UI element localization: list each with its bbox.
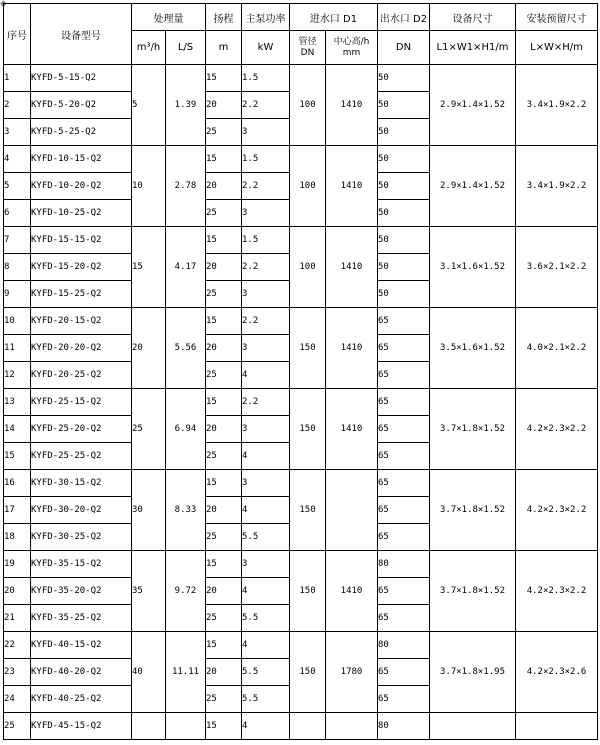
cell-capacity-m3: 35: [132, 551, 166, 632]
cell-head: 25: [206, 443, 242, 470]
cell-head: 25: [206, 119, 242, 146]
cell-inlet-height: 1780: [326, 632, 378, 713]
cell-seq: 15: [4, 443, 31, 470]
cell-outlet: 50: [378, 65, 430, 92]
subheader-capacity-ls: L/S: [166, 31, 206, 65]
cell-seq: 4: [4, 146, 31, 173]
cell-head: 15: [206, 632, 242, 659]
cell-outlet: 65: [378, 416, 430, 443]
cell-outlet: 65: [378, 659, 430, 686]
cell-seq: 2: [4, 92, 31, 119]
cell-power: 3: [242, 470, 290, 497]
cell-inlet-dn: 150: [290, 551, 326, 632]
cell-outlet: 80: [378, 713, 430, 740]
cell-head: 20: [206, 335, 242, 362]
cell-model: KYFD-5-20-Q2: [31, 92, 132, 119]
cell-capacity-m3: 15: [132, 227, 166, 308]
cell-outlet: 65: [378, 524, 430, 551]
header-power: 主泵功率: [242, 4, 290, 31]
cell-outlet: 80: [378, 551, 430, 578]
cell-equip-size: 3.7×1.8×1.52: [430, 470, 516, 551]
cell-outlet: 65: [378, 686, 430, 713]
cell-head: 15: [206, 146, 242, 173]
cell-equip-size: 3.1×1.6×1.52: [430, 227, 516, 308]
cell-power: 3: [242, 335, 290, 362]
cell-equip-size: 2.9×1.4×1.52: [430, 146, 516, 227]
cell-seq: 8: [4, 254, 31, 281]
cell-seq: 23: [4, 659, 31, 686]
cell-model: KYFD-10-15-Q2: [31, 146, 132, 173]
cell-equip-size: 3.7×1.8×1.52: [430, 389, 516, 470]
cell-model: KYFD-5-15-Q2: [31, 65, 132, 92]
cell-install-size: 4.0×2.1×2.2: [516, 308, 598, 389]
cell-power: 2.2: [242, 254, 290, 281]
cell-seq: 10: [4, 308, 31, 335]
cell-head: 25: [206, 524, 242, 551]
header-capacity: 处理量: [132, 4, 206, 31]
cell-power: 1.5: [242, 65, 290, 92]
cell-seq: 18: [4, 524, 31, 551]
cell-seq: 13: [4, 389, 31, 416]
cell-install-size: [516, 713, 598, 740]
cell-outlet: 80: [378, 632, 430, 659]
cell-power: 1.5: [242, 227, 290, 254]
cell-install-size: 3.4×1.9×2.2: [516, 65, 598, 146]
subheader-equip-size-formula: L1×W1×H1/m: [430, 31, 516, 65]
table-row: [4, 389, 598, 416]
cell-seq: 22: [4, 632, 31, 659]
cell-model: KYFD-15-25-Q2: [31, 281, 132, 308]
cell-model: KYFD-10-20-Q2: [31, 173, 132, 200]
subheader-outlet-dn: DN: [378, 31, 430, 65]
cell-capacity-m3: 40: [132, 632, 166, 713]
cell-seq: 25: [4, 713, 31, 740]
header-install-size: 安装预留尺寸: [516, 4, 598, 31]
cell-seq: 6: [4, 200, 31, 227]
table-body: [4, 65, 598, 740]
cell-head: 25: [206, 200, 242, 227]
cell-outlet: 50: [378, 227, 430, 254]
cell-inlet-height: [326, 470, 378, 551]
cell-model: KYFD-20-15-Q2: [31, 308, 132, 335]
cell-equip-size: [430, 713, 516, 740]
cell-head: 25: [206, 362, 242, 389]
header-equip-size: 设备尺寸: [430, 4, 516, 31]
cell-head: 15: [206, 713, 242, 740]
cell-inlet-height: 1410: [326, 389, 378, 470]
cell-seq: 3: [4, 119, 31, 146]
cell-model: KYFD-15-15-Q2: [31, 227, 132, 254]
subheader-inlet-dn-label: 管径: [298, 36, 317, 47]
table-header: [4, 4, 598, 65]
cell-head: 20: [206, 254, 242, 281]
subheader-install-size-formula: L×W×H/m: [516, 31, 598, 65]
cell-capacity-ls: 6.94: [166, 389, 206, 470]
header-inlet: 进水口 D1: [290, 4, 378, 31]
cell-model: KYFD-20-20-Q2: [31, 335, 132, 362]
cell-capacity-ls: 4.17: [166, 227, 206, 308]
cell-outlet: 50: [378, 146, 430, 173]
cell-model: KYFD-40-15-Q2: [31, 632, 132, 659]
cell-inlet-dn: 150: [290, 308, 326, 389]
table-row: [4, 227, 598, 254]
subheader-capacity-m3: m³/h: [132, 31, 166, 65]
cell-model: KYFD-40-25-Q2: [31, 686, 132, 713]
cell-outlet: 50: [378, 200, 430, 227]
cell-seq: 19: [4, 551, 31, 578]
cell-model: KYFD-25-15-Q2: [31, 389, 132, 416]
cell-model: KYFD-35-25-Q2: [31, 605, 132, 632]
cell-power: 2.2: [242, 308, 290, 335]
cell-install-size: 4.2×2.3×2.2: [516, 389, 598, 470]
subheader-inlet-dn: [290, 31, 326, 65]
cell-inlet-height: 1410: [326, 551, 378, 632]
cell-model: KYFD-15-20-Q2: [31, 254, 132, 281]
cell-capacity-ls: 8.33: [166, 470, 206, 551]
cell-outlet: 50: [378, 254, 430, 281]
cell-head: 20: [206, 497, 242, 524]
cell-outlet: 65: [378, 497, 430, 524]
cell-equip-size: 3.5×1.6×1.52: [430, 308, 516, 389]
cell-head: 15: [206, 389, 242, 416]
cell-capacity-m3: [132, 713, 166, 740]
cell-seq: 14: [4, 416, 31, 443]
cell-seq: 7: [4, 227, 31, 254]
cell-outlet: 50: [378, 173, 430, 200]
cell-model: KYFD-30-25-Q2: [31, 524, 132, 551]
cell-capacity-ls: 9.72: [166, 551, 206, 632]
cell-outlet: 65: [378, 362, 430, 389]
cell-inlet-height: 1410: [326, 308, 378, 389]
cell-head: 20: [206, 578, 242, 605]
header-model: 设备型号: [31, 4, 132, 65]
cell-power: 4: [242, 632, 290, 659]
cell-power: 4: [242, 362, 290, 389]
cell-inlet-height: 1410: [326, 227, 378, 308]
cell-seq: 11: [4, 335, 31, 362]
cell-head: 20: [206, 92, 242, 119]
cell-capacity-m3: 5: [132, 65, 166, 146]
cell-equip-size: 3.7×1.8×1.95: [430, 632, 516, 713]
cell-seq: 24: [4, 686, 31, 713]
corner-marker-icon: ◆: [0, 0, 7, 9]
cell-power: 3: [242, 200, 290, 227]
cell-capacity-m3: 20: [132, 308, 166, 389]
cell-outlet: 65: [378, 389, 430, 416]
cell-outlet: 65: [378, 335, 430, 362]
cell-power: 2.2: [242, 389, 290, 416]
cell-inlet-dn: 100: [290, 146, 326, 227]
cell-power: 2.2: [242, 92, 290, 119]
table-row: [4, 632, 598, 659]
cell-capacity-ls: [166, 713, 206, 740]
cell-power: 5.5: [242, 605, 290, 632]
cell-model: KYFD-25-25-Q2: [31, 443, 132, 470]
cell-capacity-ls: 1.39: [166, 65, 206, 146]
cell-power: 3: [242, 281, 290, 308]
cell-outlet: 65: [378, 578, 430, 605]
header-seq: 序号: [4, 4, 31, 65]
cell-model: KYFD-5-25-Q2: [31, 119, 132, 146]
cell-outlet: 65: [378, 443, 430, 470]
cell-model: KYFD-35-20-Q2: [31, 578, 132, 605]
cell-power: 3: [242, 119, 290, 146]
subheader-inlet-height-unit: mm: [342, 47, 361, 58]
cell-head: 15: [206, 470, 242, 497]
cell-head: 20: [206, 173, 242, 200]
cell-capacity-ls: 2.78: [166, 146, 206, 227]
cell-capacity-ls: 5.56: [166, 308, 206, 389]
cell-model: KYFD-10-25-Q2: [31, 200, 132, 227]
cell-power: 4: [242, 713, 290, 740]
cell-inlet-dn: [290, 713, 326, 740]
table-row: [4, 146, 598, 173]
cell-capacity-m3: 30: [132, 470, 166, 551]
cell-inlet-dn: 150: [290, 470, 326, 551]
subheader-head-unit: m: [206, 31, 242, 65]
subheader-inlet-dn-unit: DN: [300, 47, 315, 58]
cell-seq: 1: [4, 65, 31, 92]
cell-seq: 21: [4, 605, 31, 632]
cell-seq: 17: [4, 497, 31, 524]
cell-equip-size: 2.9×1.4×1.52: [430, 65, 516, 146]
cell-outlet: 65: [378, 605, 430, 632]
cell-inlet-height: 1410: [326, 65, 378, 146]
cell-seq: 16: [4, 470, 31, 497]
cell-model: KYFD-20-25-Q2: [31, 362, 132, 389]
cell-install-size: 4.2×2.3×2.2: [516, 470, 598, 551]
cell-seq: 9: [4, 281, 31, 308]
cell-head: 15: [206, 308, 242, 335]
cell-capacity-m3: 25: [132, 389, 166, 470]
header-outlet: 出水口 D2: [378, 4, 430, 31]
cell-equip-size: 3.7×1.8×1.52: [430, 551, 516, 632]
cell-inlet-height: [326, 713, 378, 740]
cell-capacity-m3: 10: [132, 146, 166, 227]
table-row: [4, 713, 598, 740]
subheader-inlet-height-label: 中心高/h: [333, 36, 370, 47]
cell-power: 4: [242, 443, 290, 470]
cell-model: KYFD-30-20-Q2: [31, 497, 132, 524]
cell-power: 5.5: [242, 524, 290, 551]
cell-install-size: 3.6×2.1×2.2: [516, 227, 598, 308]
cell-model: KYFD-45-15-Q2: [31, 713, 132, 740]
cell-power: 3: [242, 416, 290, 443]
cell-head: 25: [206, 686, 242, 713]
cell-head: 15: [206, 65, 242, 92]
cell-power: 3: [242, 551, 290, 578]
cell-capacity-ls: 11.11: [166, 632, 206, 713]
cell-inlet-dn: 150: [290, 632, 326, 713]
cell-head: 25: [206, 605, 242, 632]
cell-model: KYFD-30-15-Q2: [31, 470, 132, 497]
cell-inlet-height: 1410: [326, 146, 378, 227]
header-head: 扬程: [206, 4, 242, 31]
cell-head: 15: [206, 227, 242, 254]
cell-outlet: 65: [378, 470, 430, 497]
cell-model: KYFD-40-20-Q2: [31, 659, 132, 686]
cell-install-size: 4.2×2.3×2.2: [516, 551, 598, 632]
cell-model: KYFD-35-15-Q2: [31, 551, 132, 578]
table-row: [4, 65, 598, 92]
cell-inlet-dn: 100: [290, 227, 326, 308]
equipment-spec-table: [3, 3, 598, 740]
cell-power: 5.5: [242, 659, 290, 686]
cell-model: KYFD-25-20-Q2: [31, 416, 132, 443]
table-row: [4, 551, 598, 578]
subheader-power-unit: kW: [242, 31, 290, 65]
cell-power: 2.2: [242, 173, 290, 200]
cell-seq: 20: [4, 578, 31, 605]
cell-power: 5.5: [242, 686, 290, 713]
cell-outlet: 50: [378, 119, 430, 146]
table-row: [4, 470, 598, 497]
cell-power: 4: [242, 578, 290, 605]
table-row: [4, 308, 598, 335]
subheader-inlet-height: [326, 31, 378, 65]
cell-head: 15: [206, 551, 242, 578]
cell-install-size: 3.4×1.9×2.2: [516, 146, 598, 227]
cell-inlet-dn: 150: [290, 389, 326, 470]
cell-install-size: 4.2×2.3×2.6: [516, 632, 598, 713]
cell-power: 1.5: [242, 146, 290, 173]
cell-outlet: 50: [378, 281, 430, 308]
cell-seq: 12: [4, 362, 31, 389]
cell-outlet: 65: [378, 308, 430, 335]
cell-head: 25: [206, 281, 242, 308]
cell-inlet-dn: 100: [290, 65, 326, 146]
cell-head: 20: [206, 416, 242, 443]
cell-seq: 5: [4, 173, 31, 200]
cell-power: 4: [242, 497, 290, 524]
cell-head: 20: [206, 659, 242, 686]
cell-outlet: 50: [378, 92, 430, 119]
